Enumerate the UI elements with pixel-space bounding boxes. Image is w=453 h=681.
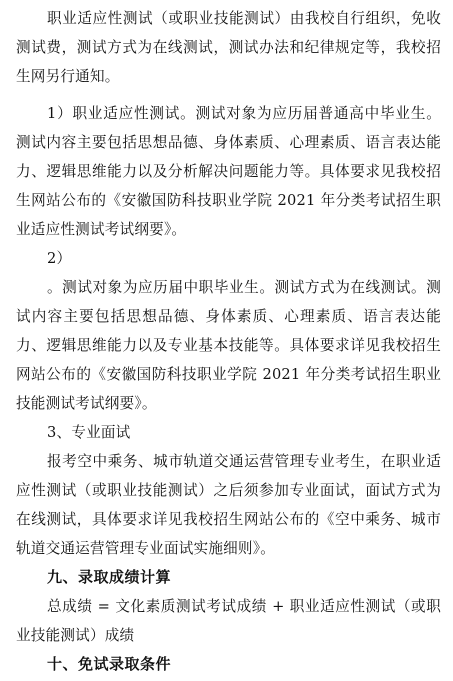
paragraph-item-2-label: 2） (47, 250, 72, 267)
paragraph-interview-details: 报考空中乘务、城市轨道交通运营管理专业考生，在职业适应性测试（或职业技能测试）之后须参加专业面试，面试方式为在线测试，具体要求详见我校招生网站公布的《空中乘务、城市轨道交通运营管理专业面试实施细则》。 (16, 453, 441, 557)
paragraph-vocational-skill-test: 。测试对象为应历届中职毕业生。测试方式为在线测试。测试内容主要包括思想品德、身体素质、心理素质、语言表达能力、逻辑思维能力以及专业基本技能等。具体要求详见我校招生网站公布的《安徽国防科技职业学院 2021 年分类考试招生职业技能测试考试纲要》。 (16, 279, 441, 412)
paragraph-interview-title: 3、专业面试 (47, 424, 131, 441)
section-heading-admission-score: 九、录取成绩计算 (47, 568, 172, 586)
paragraph-test-organization: 职业适应性测试（或职业技能测试）由我校自行组织，免收测试费，测试方式为在线测试，测试办法和纪律规定等，我校招生网另行通知。 (16, 10, 441, 85)
paragraph-score-formula: 总成绩 = 文化素质测试考试成绩 + 职业适应性测试（或职业技能测试）成绩 (16, 598, 441, 644)
section-heading-exemption-conditions: 十、免试录取条件 (47, 655, 172, 673)
paragraph-vocational-aptitude-test: 1）职业适应性测试。测试对象为应历届普通高中毕业生。测试内容主要包括思想品德、身体素质、心理素质、语言表达能力、逻辑思维能力以及分析解决问题能力等。具体要求见我校招生网站公布的《安徽国防科技职业学院 2021 年分类考试招生职业适应性测试考试纲要》。 (16, 105, 441, 238)
